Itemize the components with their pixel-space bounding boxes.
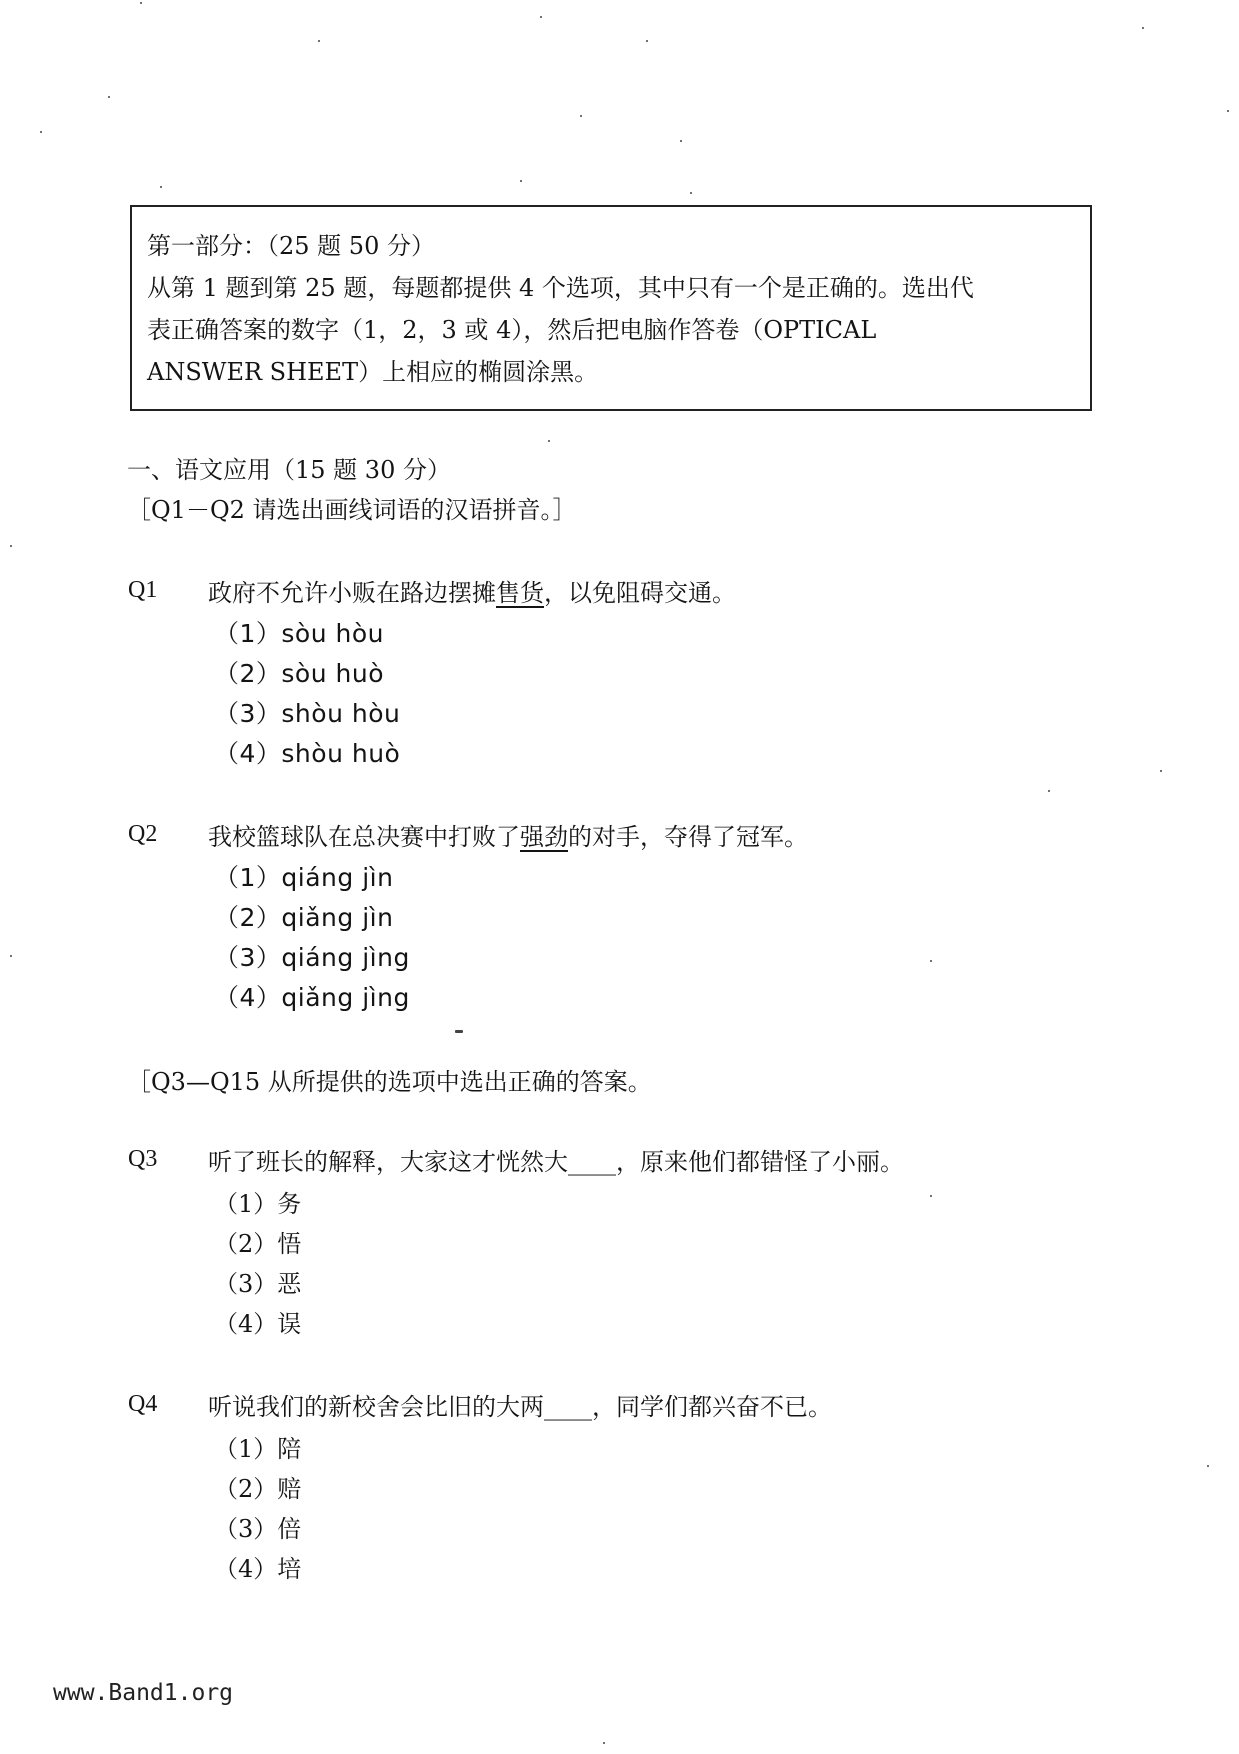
option-4: （4）培 — [214, 1554, 302, 1583]
option-2: （2）赔 — [214, 1474, 302, 1503]
question-q3 — [128, 1137, 1128, 1341]
scan-speck — [40, 131, 42, 133]
option-3: （3）shòu hòu — [214, 699, 401, 728]
scan-speck — [1048, 790, 1050, 792]
scan-speck — [455, 1030, 463, 1033]
option-4: （4）误 — [214, 1309, 302, 1338]
question-number: Q3 — [128, 1145, 158, 1172]
instructions-line-3: ANSWER SHEET）上相应的椭圆涂黑。 — [147, 358, 599, 386]
option-3: （3）倍 — [214, 1514, 302, 1543]
scan-speck — [603, 1742, 605, 1744]
question-q2 — [128, 812, 1128, 1016]
instructions-box — [130, 205, 1092, 411]
question-stem: 我校篮球队在总决赛中打败了强劲的对手，夺得了冠军。 — [208, 822, 808, 851]
option-list — [214, 1181, 1128, 1341]
option-1: （1）sòu hòu — [214, 619, 385, 648]
scan-speck — [520, 180, 522, 182]
option-1: （1）qiáng jìn — [214, 863, 394, 892]
section-title: 一、语文应用（15 题 30 分） — [127, 456, 451, 484]
option-1: （1）陪 — [214, 1434, 302, 1463]
question-stem: 听说我们的新校舍会比旧的大两____，同学们都兴奋不已。 — [208, 1392, 832, 1421]
option-list — [214, 1426, 1128, 1586]
scan-speck — [10, 545, 12, 547]
scan-speck — [690, 192, 692, 194]
question-number: Q4 — [128, 1390, 158, 1417]
section-note-q3-q15: ［Q3—Q15 从所提供的选项中选出正确的答案。 — [127, 1068, 652, 1096]
option-2: （2）qiǎng jìn — [214, 903, 394, 932]
scan-speck — [1227, 110, 1229, 112]
section-note-q1-q2: ［Q1－Q2 请选出画线词语的汉语拼音。］ — [127, 496, 577, 524]
question-stem: 听了班长的解释，大家这才恍然大____，原来他们都错怪了小丽。 — [208, 1147, 904, 1176]
underlined-word: 售货 — [496, 578, 544, 607]
scan-speck — [140, 2, 142, 4]
option-3: （3）qiáng jìng — [214, 943, 410, 972]
scan-speck — [1160, 770, 1162, 772]
question-number: Q2 — [128, 820, 158, 847]
scan-speck — [646, 40, 648, 42]
option-4: （4）shòu huò — [214, 739, 401, 768]
instructions-heading: 第一部分：（25 题 50 分） — [147, 232, 435, 260]
scan-speck — [1142, 27, 1144, 29]
question-q1 — [128, 568, 1128, 772]
scan-speck — [548, 440, 550, 442]
option-1: （1）务 — [214, 1189, 302, 1218]
option-list — [214, 856, 1128, 1016]
instructions-line-2: 表正确答案的数字（1，2，3 或 4），然后把电脑作答卷（OPTICAL — [147, 316, 877, 344]
scan-speck — [160, 186, 162, 188]
scan-speck — [930, 960, 932, 962]
option-list — [214, 612, 1128, 772]
option-3: （3）恶 — [214, 1269, 302, 1298]
scan-speck — [1207, 1465, 1209, 1467]
scan-speck — [10, 955, 12, 957]
scan-speck — [680, 140, 682, 142]
scan-speck — [540, 16, 542, 18]
underlined-word: 强劲 — [520, 822, 568, 851]
scan-speck — [318, 40, 320, 42]
footer-watermark-url: www.Band1.org — [53, 1680, 234, 1706]
question-stem: 政府不允许小贩在路边摆摊售货，以免阻碍交通。 — [208, 578, 736, 607]
scan-speck — [580, 115, 582, 117]
instructions-line-1: 从第 1 题到第 25 题，每题都提供 4 个选项，其中只有一个是正确的。选出代 — [147, 274, 974, 302]
question-number: Q1 — [128, 576, 158, 603]
option-4: （4）qiǎng jìng — [214, 983, 410, 1012]
question-q4 — [128, 1382, 1128, 1586]
option-2: （2）sòu huò — [214, 659, 385, 688]
scan-speck — [108, 96, 110, 98]
option-2: （2）悟 — [214, 1229, 302, 1258]
scan-speck — [930, 1195, 932, 1197]
